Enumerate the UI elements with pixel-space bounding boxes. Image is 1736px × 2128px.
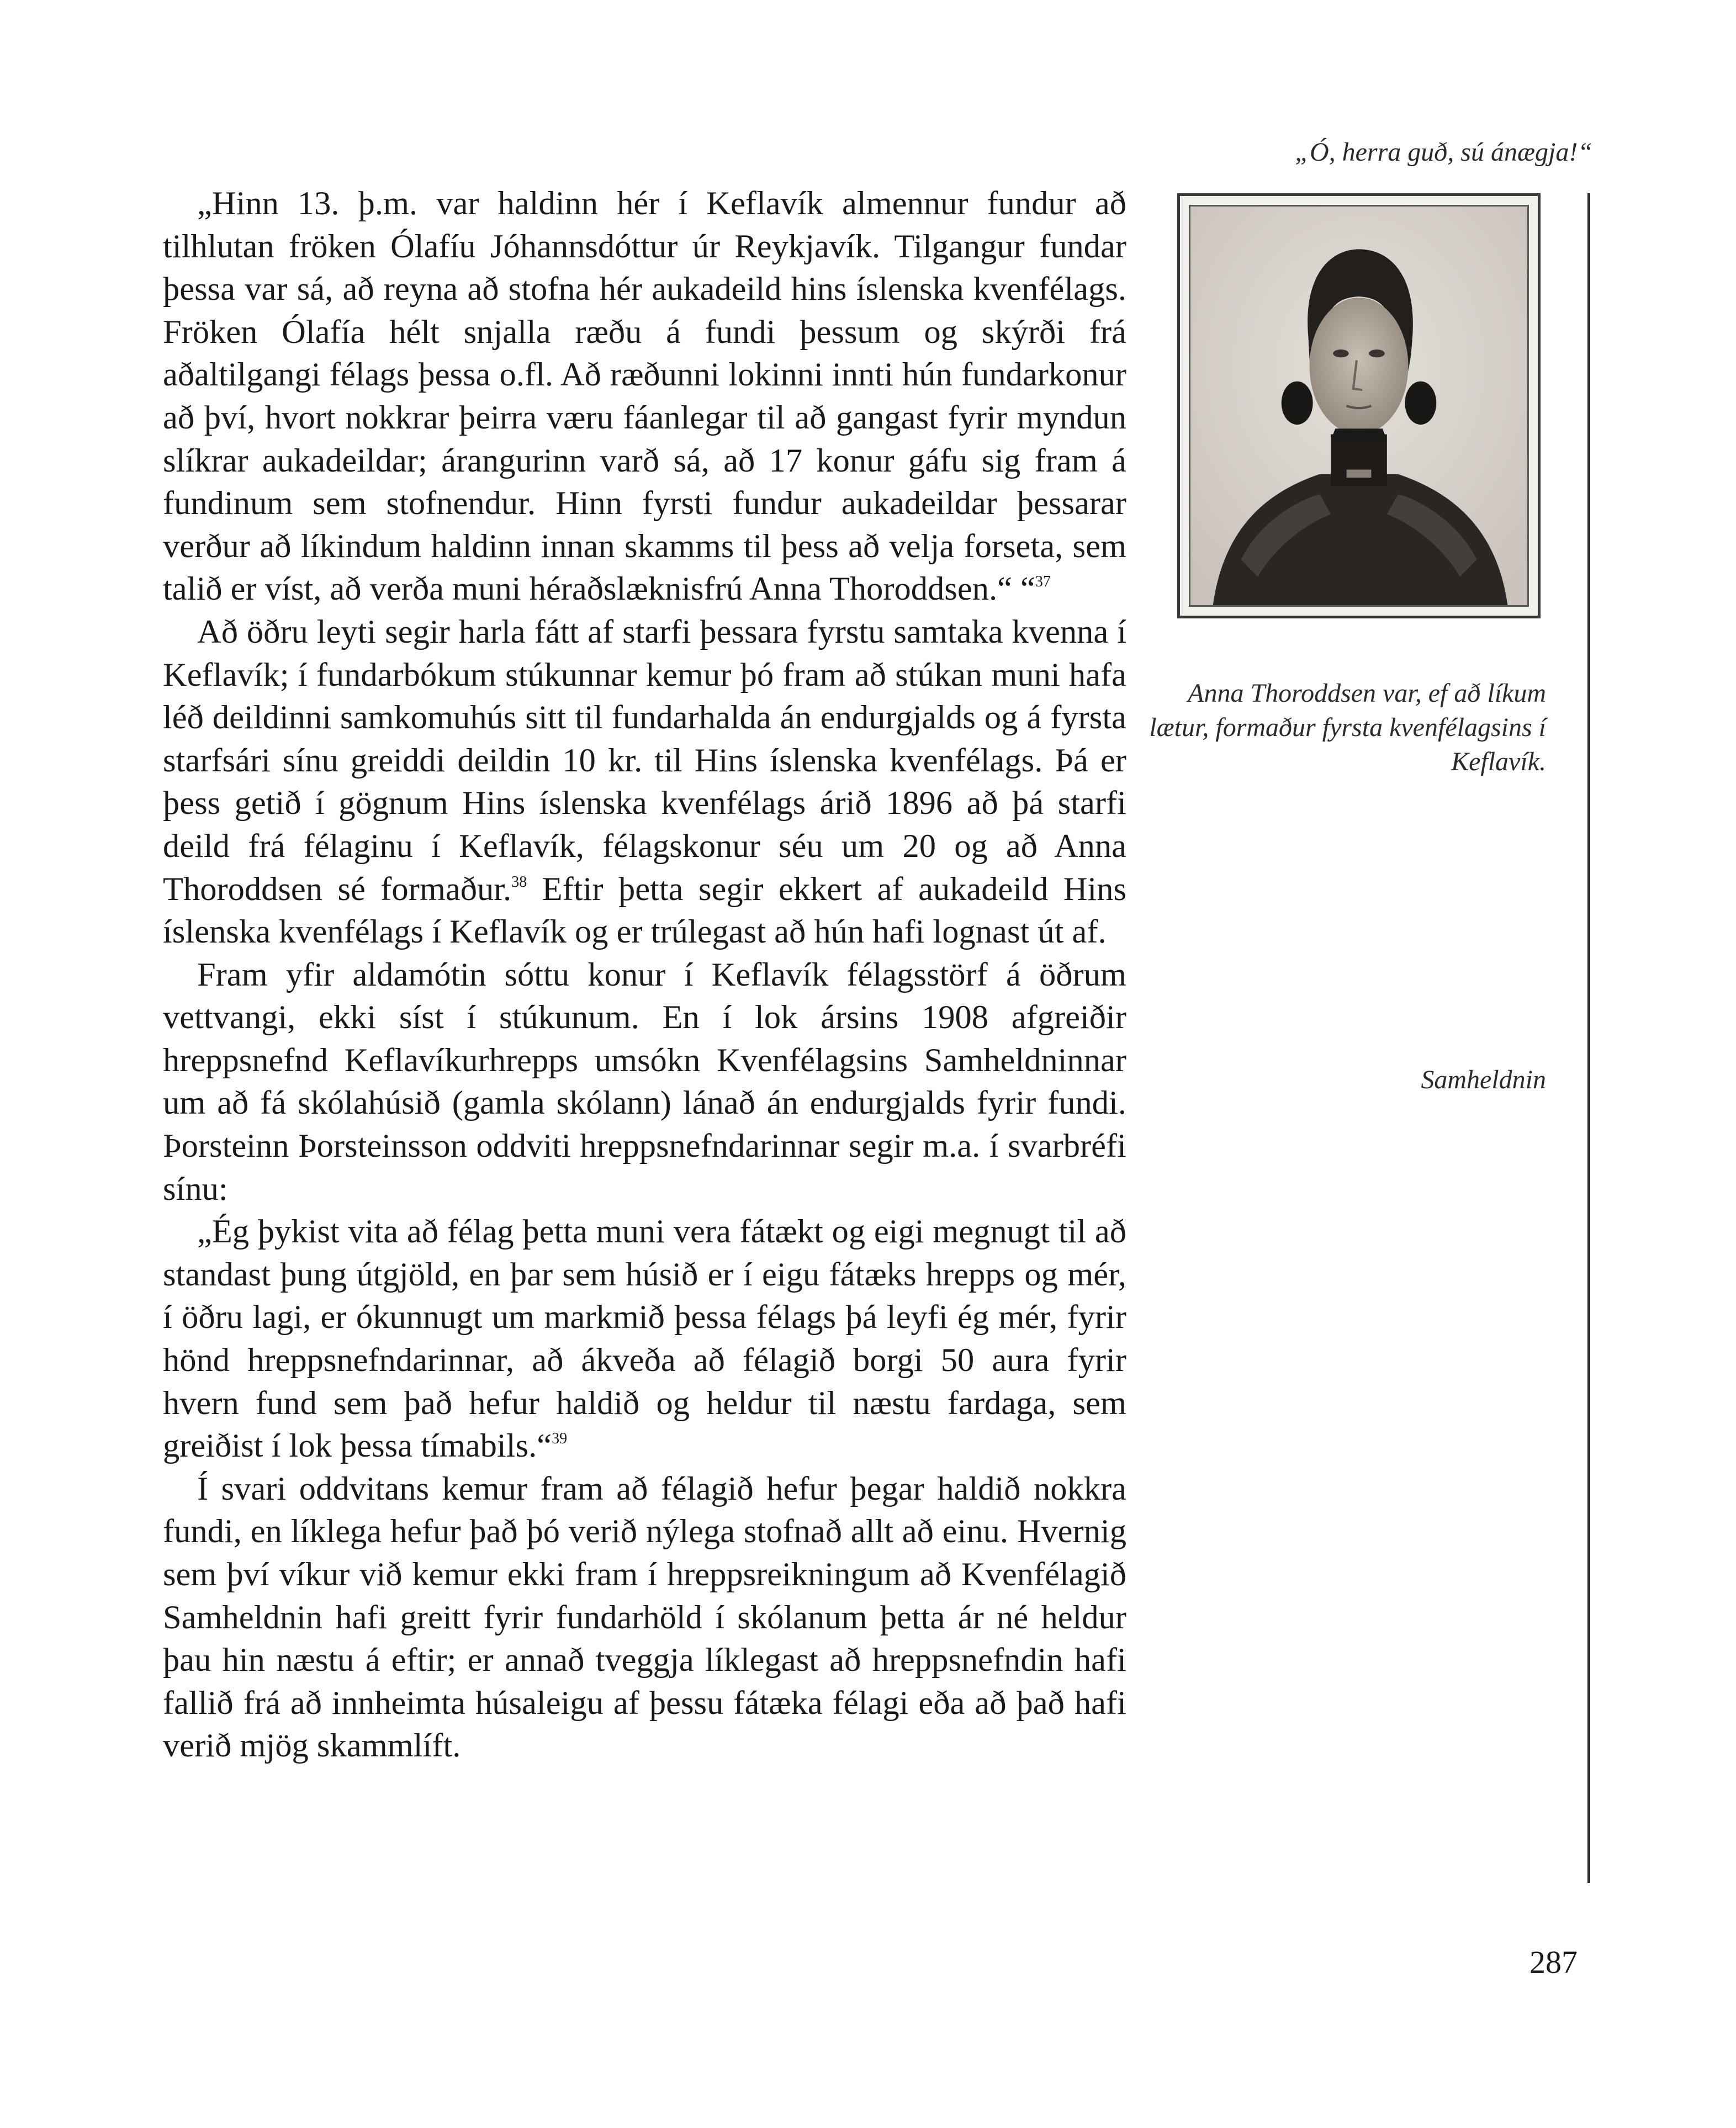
- paragraph-2-continuation: Eftir þetta segir ekkert af aukadeild Hins íslenska kvenfélags í Keflavík og er trúlegast að hún hafi lognast út af.: [163, 870, 1126, 951]
- body-paragraph-2: [163, 611, 1126, 954]
- paragraph-2-text: Að öðru leyti segir harla fátt af starfi þessara fyrstu samtaka kvenna í Keflavík; í fundarbókum stúkunnar kemur þó fram að stúkan muni hafa léð deildinni samkomuhús sitt til fundarhalda án endurgjalds og á fyrsta starfsári sínu greiddi deildin 10 kr. til Hins íslenska kvenfélags. Þá er þess getið í gögnum Hins íslenska kvenfélags árið 1896 að þá starfi deild frá félaginu í Keflavík, félagskonur séu um 20 og að Anna Thoroddsen sé formaður.: [163, 613, 1126, 908]
- photo-caption: Anna Thoroddsen var, ef að líkum lætur, formaður fyrsta kvenfélagsins í Keflavík.: [1149, 679, 1546, 776]
- portrait-illustration: [1190, 207, 1527, 605]
- page-number: 287: [1529, 1944, 1578, 1980]
- side-heading: Samheldnin: [1421, 1065, 1546, 1094]
- portrait-photo-frame: [1177, 193, 1541, 618]
- quote-2-text: „Ég þykist vita að félag þetta muni vera fátækt og eigi megnugt til að standast þung útgjöld, en þar sem húsið er í eigu fátæks hrepps og mér, í öðru lagi, er ókunnugt um markmið þessa félags þá leyfi ég mér, fyrir hönd hreppsnefndarinnar, að ákveða að félagið borgi 50 aura fyrir hvern fund sem það hefur haldið og heldur til næstu fardaga, sem greiðist í lok þessa tímabils.“: [163, 1213, 1126, 1465]
- portrait-photo: [1189, 205, 1529, 607]
- paragraph-1-text: „Hinn 13. þ.m. var haldinn hér í Keflavík almennur fundur að tilhlutan fröken Ólafíu Jóhannsdóttur úr Reykjavík. Tilgangur fundar þessa var sá, að reyna að stofna hér aukadeild hins íslenska kvenfélags. Fröken Ólafía hélt snjalla ræðu á fundi þessum og skýrði frá aðaltilgangi félags þessa o.fl. Að ræðunni lokinni innti hún fundarkonur að því, hvort nokkrar þeirra væru fáanlegar til að gangast fyrir myndun slíkrar aukadeildar; árangurinn varð sá, að 17 konur gáfu sig fram á fundinum sem stofnendur. Hinn fyrsti fundur aukadeildar þessarar verður að líkindum haldinn innan skamms til þess að velja forseta, sem talið er víst, að verða muni héraðslæknisfrú Anna Thoroddsen.“ “: [163, 185, 1126, 608]
- body-paragraph-4: Í svari oddvitans kemur fram að félagið hefur þegar haldið nokkra fundi, en líklega hefur það þó verið nýlega stofnað allt að einu. Hvernig sem því víkur við kemur ekki fram í hreppsreikningum að Kvenfélagið Samheldnin hafi greitt fyrir fundarhöld í skólanum þetta ár né heldur þau hin næstu á eftir; er annað tveggja líklegast að hreppsnefndin hafi fallið frá að innheimta húsaleigu af þessu fátæka félagi eða að það hafi verið mjög skammlíft.: [163, 1470, 1126, 1765]
- running-head: „Ó, herra guð, sú ánægja!“: [1295, 137, 1592, 167]
- body-paragraph-3: Fram yfir aldamótin sóttu konur í Keflavík félagsstörf á öðrum vettvangi, ekki síst í stúkunum. En í lok ársins 1908 afgreiðir hreppsnefnd Keflavíkurhrepps umsókn Kvenfélagsins Samheldninnar um að fá skólahúsið (gamla skólann) lánað án endurgjalds fyrir fundi. Þorsteinn Þorsteinsson oddviti hreppsnefndarinnar segir m.a. í svarbréfi sínu:: [163, 956, 1126, 1208]
- footnote-ref-38: 38: [511, 873, 527, 891]
- footnote-ref-37: 37: [1035, 573, 1051, 591]
- quote-paragraph-2: [163, 1210, 1126, 1468]
- quote-paragraph-1: [163, 182, 1126, 611]
- footnote-ref-39: 39: [552, 1430, 568, 1448]
- margin-rule: [1587, 193, 1590, 1883]
- main-text-column: [163, 182, 1126, 1767]
